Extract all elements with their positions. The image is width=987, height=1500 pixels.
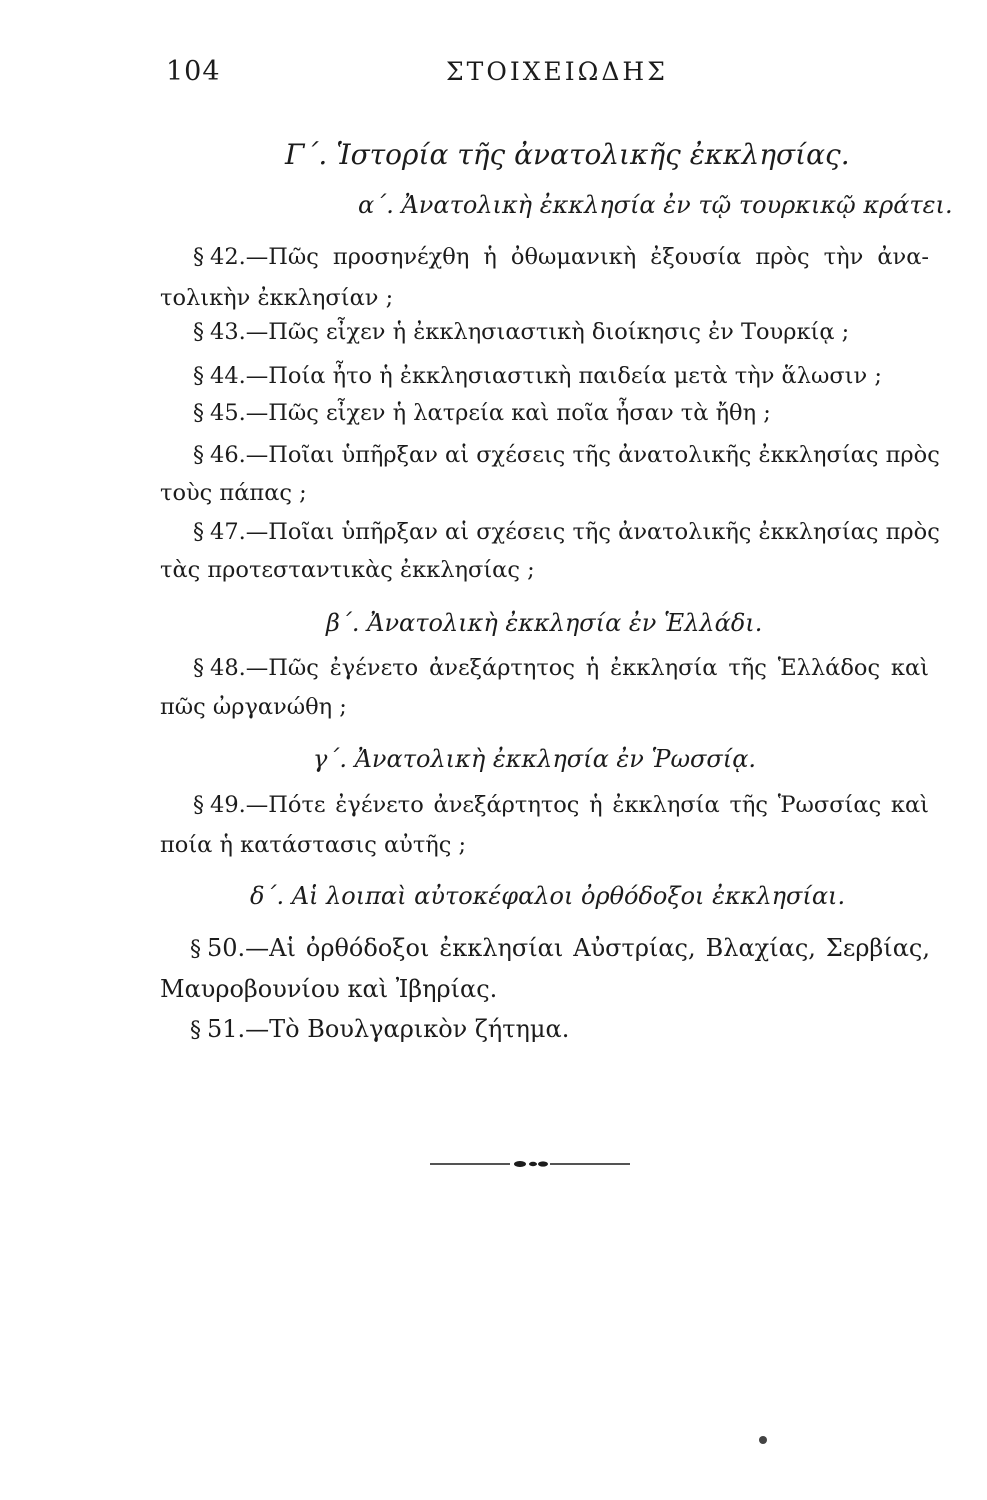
section-heading-b: β΄. Ἀνατολικὴ ἐκκλησία ἐν Ἑλλάδι. — [326, 609, 763, 637]
paragraph-51 — [190, 1014, 569, 1046]
paragraph-46 — [193, 440, 940, 471]
paragraph-42-line-1 — [193, 242, 929, 273]
paragraph-44-text-1: 44.—Ποία ἦτο ἡ ἐκκλησιαστικὴ παιδεία μετὰ τὴν ἅλωσιν ; — [210, 363, 882, 389]
paragraph-42-text-1: 42.—Πῶς προσηνέχθη ἡ ὀθωμανικὴ ἐξουσία πρὸς τὴν ἀνα- — [210, 244, 929, 270]
section-symbol: § — [193, 443, 204, 468]
section-symbol: § — [193, 656, 204, 681]
section-symbol: § — [193, 320, 204, 345]
paragraph-50 — [190, 933, 930, 965]
section-heading-d: δ΄. Αἱ λοιπαὶ αὐτοκέφαλοι ὀρθόδοξοι ἐκκλησίαι. — [250, 882, 846, 910]
paragraph-48-line-1 — [193, 653, 929, 684]
paragraph-50-text-2: Μαυροβουνίου καὶ Ἰβηρίας. — [160, 975, 498, 1003]
paragraph-44 — [193, 361, 882, 392]
paragraph-48-text-1: 48.—Πῶς ἐγένετο ἀνεξάρτητος ἡ ἐκκλησία τῆς Ἑλλάδος καὶ — [210, 655, 929, 681]
section-symbol: § — [190, 1018, 201, 1043]
section-symbol: § — [190, 937, 201, 962]
paragraph-48-text-2: πῶς ὠργανώθη ; — [160, 694, 347, 720]
paragraph-46-line-1 — [193, 440, 940, 471]
section-symbol: § — [193, 401, 204, 426]
paragraph-46-text-1: 46.—Ποῖαι ὑπῆρξαν αἱ σχέσεις τῆς ἀνατολικῆς ἐκκλησίας πρὸς — [210, 442, 940, 468]
paragraph-47-text-1: 47.—Ποῖαι ὑπῆρξαν αἱ σχέσεις τῆς ἀνατολικῆς ἐκκλησίας πρὸς — [210, 519, 940, 545]
section-symbol: § — [193, 364, 204, 389]
running-title: ΣΤΟΙΧΕΙΩΔΗΣ — [446, 57, 668, 86]
paragraph-47 — [193, 517, 940, 548]
paragraph-51-text-1: 51.—Τὸ Βουλγαρικὸν ζήτημα. — [207, 1015, 570, 1043]
paragraph-48 — [193, 653, 929, 684]
ornamental-rule — [430, 1157, 630, 1171]
paragraph-47-cont — [160, 555, 535, 585]
paragraph-47-text-2: τὰς προτεσταντικὰς ἐκκλησίας ; — [160, 557, 535, 583]
paragraph-42-cont — [160, 283, 393, 313]
paragraph-49-line-1 — [193, 790, 929, 821]
paragraph-45-text-1: 45.—Πῶς εἶχεν ἡ λατρεία καὶ ποῖα ἦσαν τὰ ἤθη ; — [210, 400, 771, 426]
section-symbol: § — [193, 793, 204, 818]
section-heading-c: γ΄. Ἀνατολικὴ ἐκκλησία ἐν Ῥωσσίᾳ. — [313, 745, 757, 773]
paragraph-48-cont — [160, 692, 347, 722]
paragraph-50-line-1 — [190, 933, 930, 965]
paragraph-46-text-2: τοὺς πάπας ; — [160, 480, 307, 506]
paragraph-49 — [193, 790, 929, 821]
page-number: 104 — [166, 56, 221, 87]
paragraph-43 — [193, 317, 849, 348]
paragraph-42 — [193, 242, 929, 273]
section-symbol: § — [193, 520, 204, 545]
paragraph-42-text-2: τολικὴν ἐκκλησίαν ; — [160, 285, 394, 311]
section-heading-a: α΄. Ἀνατολικὴ ἐκκλησία ἐν τῷ τουρκικῷ κράτει. — [358, 191, 953, 219]
paragraph-49-text-2: ποία ἡ κατάστασις αὐτῆς ; — [160, 832, 467, 858]
paragraph-49-cont — [160, 830, 466, 860]
chapter-heading: Γ΄. Ἱστορία τῆς ἀνατολικῆς ἐκκλησίας. — [285, 138, 850, 171]
paragraph-45 — [193, 398, 771, 429]
paragraph-46-cont — [160, 478, 307, 508]
section-symbol: § — [193, 245, 204, 270]
paragraph-50-cont — [160, 974, 497, 1004]
paragraph-43-text-1: 43.—Πῶς εἶχεν ἡ ἐκκλησιαστικὴ διοίκησις ἐν Τουρκίᾳ ; — [210, 319, 850, 345]
paragraph-50-text-1: 50.—Αἱ ὀρθόδοξοι ἐκκλησίαι Αὐστρίας, Βλαχίας, Σερβίας, — [207, 934, 930, 962]
ink-spot — [759, 1436, 767, 1444]
paragraph-47-line-1 — [193, 517, 940, 548]
paragraph-49-text-1: 49.—Πότε ἐγένετο ἀνεξάρτητος ἡ ἐκκλησία τῆς Ῥωσσίας καὶ — [210, 792, 929, 818]
